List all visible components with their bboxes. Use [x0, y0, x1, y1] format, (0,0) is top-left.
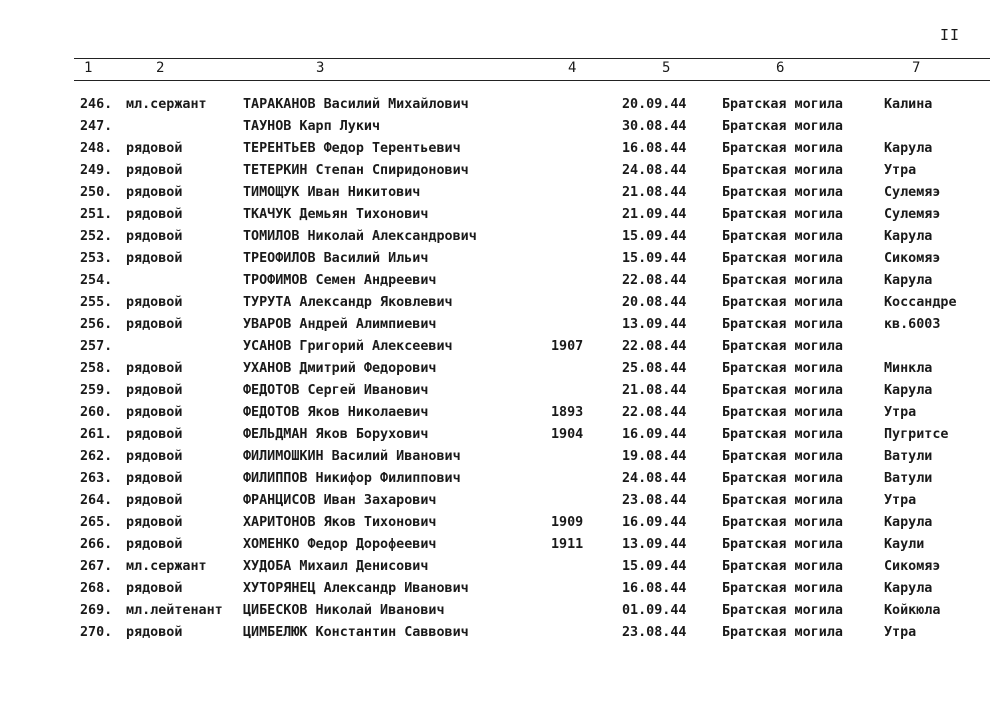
table-row: [0, 471, 1000, 493]
table-row: [0, 515, 1000, 537]
death-date: 22.08.44: [622, 339, 687, 354]
death-date: 21.08.44: [622, 383, 687, 398]
full-name: ХУТОРЯНЕЦ Александр Иванович: [243, 581, 469, 596]
table-row: [0, 625, 1000, 647]
row-number: 258.: [80, 361, 113, 376]
burial-type: Братская могила: [722, 537, 843, 552]
page-number: II: [940, 26, 961, 44]
burial-place: Карула: [884, 273, 933, 288]
birth-year: 1893: [551, 405, 584, 420]
full-name: ФИЛИМОШКИН Василий Иванович: [243, 449, 461, 464]
full-name: ТАУНОВ Карп Лукич: [243, 119, 381, 134]
burial-place: Карула: [884, 229, 933, 244]
death-date: 20.09.44: [622, 97, 687, 112]
burial-type: Братская могила: [722, 361, 843, 376]
death-date: 21.08.44: [622, 185, 687, 200]
row-number: 255.: [80, 295, 113, 310]
military-rank: рядовой: [126, 493, 183, 508]
military-rank: мл.сержант: [126, 559, 207, 574]
full-name: ТЕТЕРКИН Степан Спиридонович: [243, 163, 469, 178]
full-name: ТРОФИМОВ Семен Андреевич: [243, 273, 437, 288]
column-header-1: 1: [84, 60, 93, 76]
full-name: ТКАЧУК Демьян Тихонович: [243, 207, 429, 222]
burial-place: Сикомяэ: [884, 251, 941, 266]
burial-place: Утра: [884, 163, 917, 178]
burial-type: Братская могила: [722, 581, 843, 596]
table-row: [0, 405, 1000, 427]
military-rank: рядовой: [126, 141, 183, 156]
military-rank: рядовой: [126, 449, 183, 464]
table-row: [0, 383, 1000, 405]
burial-place: Карула: [884, 141, 933, 156]
full-name: ТОМИЛОВ Николай Александрович: [243, 229, 477, 244]
row-number: 267.: [80, 559, 113, 574]
table-row: [0, 537, 1000, 559]
burial-type: Братская могила: [722, 229, 843, 244]
full-name: УВАРОВ Андрей Алимпиевич: [243, 317, 437, 332]
full-name: ТАРАКАНОВ Василий Михайлович: [243, 97, 469, 112]
full-name: ХОМЕНКО Федор Дорофеевич: [243, 537, 437, 552]
military-rank: рядовой: [126, 405, 183, 420]
table-row: [0, 581, 1000, 603]
column-header-5: 5: [662, 60, 671, 76]
row-number: 248.: [80, 141, 113, 156]
row-number: 246.: [80, 97, 113, 112]
burial-place: Коссандре: [884, 295, 957, 310]
death-date: 19.08.44: [622, 449, 687, 464]
table-row: [0, 449, 1000, 471]
burial-type: Братская могила: [722, 339, 843, 354]
header-top-rule: [74, 58, 990, 59]
table-row: [0, 141, 1000, 163]
table-row: [0, 559, 1000, 581]
military-rank: рядовой: [126, 361, 183, 376]
full-name: УСАНОВ Григорий Алексеевич: [243, 339, 453, 354]
military-rank: рядовой: [126, 163, 183, 178]
table-row: [0, 427, 1000, 449]
burial-place: Ватули: [884, 471, 933, 486]
row-number: 247.: [80, 119, 113, 134]
full-name: УХАНОВ Дмитрий Федорович: [243, 361, 437, 376]
table-row: [0, 317, 1000, 339]
row-number: 270.: [80, 625, 113, 640]
burial-place: Карула: [884, 383, 933, 398]
table-row: [0, 163, 1000, 185]
full-name: ТЕРЕНТЬЕВ Федор Терентьевич: [243, 141, 461, 156]
death-date: 23.08.44: [622, 625, 687, 640]
military-rank: мл.лейтенант: [126, 603, 223, 618]
table-row: [0, 273, 1000, 295]
death-date: 24.08.44: [622, 163, 687, 178]
military-rank: рядовой: [126, 295, 183, 310]
table-row: [0, 97, 1000, 119]
row-number: 256.: [80, 317, 113, 332]
row-number: 262.: [80, 449, 113, 464]
birth-year: 1909: [551, 515, 584, 530]
burial-place: Пугритсе: [884, 427, 949, 442]
row-number: 260.: [80, 405, 113, 420]
burial-place: Утра: [884, 625, 917, 640]
military-rank: рядовой: [126, 251, 183, 266]
table-row: [0, 361, 1000, 383]
full-name: ЦИМБЕЛЮК Константин Саввович: [243, 625, 469, 640]
burial-type: Братская могила: [722, 317, 843, 332]
row-number: 253.: [80, 251, 113, 266]
death-date: 25.08.44: [622, 361, 687, 376]
full-name: ФИЛИППОВ Никифор Филиппович: [243, 471, 461, 486]
full-name: ТИМОЩУК Иван Никитович: [243, 185, 421, 200]
burial-type: Братская могила: [722, 603, 843, 618]
row-number: 252.: [80, 229, 113, 244]
table-row: [0, 603, 1000, 625]
burial-type: Братская могила: [722, 97, 843, 112]
burial-type: Братская могила: [722, 119, 843, 134]
death-date: 16.09.44: [622, 515, 687, 530]
birth-year: 1907: [551, 339, 584, 354]
header-bottom-rule: [74, 80, 990, 81]
row-number: 268.: [80, 581, 113, 596]
burial-type: Братская могила: [722, 427, 843, 442]
military-rank: рядовой: [126, 317, 183, 332]
burial-place: Утра: [884, 493, 917, 508]
birth-year: 1904: [551, 427, 584, 442]
military-rank: рядовой: [126, 581, 183, 596]
full-name: ЦИБЕСКОВ Николай Иванович: [243, 603, 445, 618]
death-date: 21.09.44: [622, 207, 687, 222]
death-date: 16.08.44: [622, 581, 687, 596]
burial-type: Братская могила: [722, 405, 843, 420]
row-number: 261.: [80, 427, 113, 442]
column-header-2: 2: [156, 60, 165, 76]
row-number: 266.: [80, 537, 113, 552]
death-date: 20.08.44: [622, 295, 687, 310]
burial-type: Братская могила: [722, 207, 843, 222]
burial-place: Утра: [884, 405, 917, 420]
military-rank: рядовой: [126, 229, 183, 244]
table-row: [0, 207, 1000, 229]
burial-type: Братская могила: [722, 185, 843, 200]
military-rank: рядовой: [126, 383, 183, 398]
row-number: 254.: [80, 273, 113, 288]
burial-place: Сикомяэ: [884, 559, 941, 574]
death-date: 16.08.44: [622, 141, 687, 156]
burial-type: Братская могила: [722, 625, 843, 640]
burial-type: Братская могила: [722, 251, 843, 266]
table-row: [0, 251, 1000, 273]
column-header-3: 3: [316, 60, 325, 76]
burial-place: Карула: [884, 515, 933, 530]
row-number: 257.: [80, 339, 113, 354]
military-rank: мл.сержант: [126, 97, 207, 112]
military-rank: рядовой: [126, 207, 183, 222]
full-name: ФЕЛЬДМАН Яков Борухович: [243, 427, 429, 442]
row-number: 259.: [80, 383, 113, 398]
table-row: [0, 295, 1000, 317]
row-number: 264.: [80, 493, 113, 508]
burial-type: Братская могила: [722, 141, 843, 156]
death-date: 16.09.44: [622, 427, 687, 442]
burial-type: Братская могила: [722, 515, 843, 530]
row-number: 250.: [80, 185, 113, 200]
death-date: 30.08.44: [622, 119, 687, 134]
burial-place: Сулемяэ: [884, 185, 941, 200]
burial-place: Сулемяэ: [884, 207, 941, 222]
burial-type: Братская могила: [722, 471, 843, 486]
burial-type: Братская могила: [722, 559, 843, 574]
column-header-6: 6: [776, 60, 785, 76]
table-row: [0, 119, 1000, 141]
death-date: 24.08.44: [622, 471, 687, 486]
table-row: [0, 229, 1000, 251]
burial-type: Братская могила: [722, 449, 843, 464]
table-row: [0, 493, 1000, 515]
burial-place: Ватули: [884, 449, 933, 464]
burial-place: кв.6003: [884, 317, 941, 332]
row-number: 251.: [80, 207, 113, 222]
death-date: 22.08.44: [622, 273, 687, 288]
death-date: 23.08.44: [622, 493, 687, 508]
burial-place: Минкла: [884, 361, 933, 376]
burial-place: Карула: [884, 581, 933, 596]
table-row: [0, 185, 1000, 207]
row-number: 269.: [80, 603, 113, 618]
burial-type: Братская могила: [722, 383, 843, 398]
burial-type: Братская могила: [722, 273, 843, 288]
burial-place: Калина: [884, 97, 933, 112]
death-date: 13.09.44: [622, 317, 687, 332]
death-date: 01.09.44: [622, 603, 687, 618]
column-header-7: 7: [912, 60, 921, 76]
full-name: ФЕДОТОВ Сергей Иванович: [243, 383, 429, 398]
row-number: 265.: [80, 515, 113, 530]
row-number: 249.: [80, 163, 113, 178]
full-name: ФЕДОТОВ Яков Николаевич: [243, 405, 429, 420]
death-date: 15.09.44: [622, 251, 687, 266]
full-name: ТУРУТА Александр Яковлевич: [243, 295, 453, 310]
full-name: ТРЕОФИЛОВ Василий Ильич: [243, 251, 429, 266]
full-name: ФРАНЦИСОВ Иван Захарович: [243, 493, 437, 508]
death-date: 22.08.44: [622, 405, 687, 420]
birth-year: 1911: [551, 537, 584, 552]
column-header-4: 4: [568, 60, 577, 76]
full-name: ХУДОБА Михаил Денисович: [243, 559, 429, 574]
military-rank: рядовой: [126, 185, 183, 200]
military-rank: рядовой: [126, 537, 183, 552]
burial-type: Братская могила: [722, 493, 843, 508]
military-rank: рядовой: [126, 471, 183, 486]
burial-place: Койкюла: [884, 603, 941, 618]
burial-type: Братская могила: [722, 295, 843, 310]
death-date: 15.09.44: [622, 559, 687, 574]
burial-type: Братская могила: [722, 163, 843, 178]
military-rank: рядовой: [126, 427, 183, 442]
row-number: 263.: [80, 471, 113, 486]
military-rank: рядовой: [126, 625, 183, 640]
death-date: 15.09.44: [622, 229, 687, 244]
full-name: ХАРИТОНОВ Яков Тихонович: [243, 515, 437, 530]
table-row: [0, 339, 1000, 361]
death-date: 13.09.44: [622, 537, 687, 552]
burial-place: Каули: [884, 537, 925, 552]
military-rank: рядовой: [126, 515, 183, 530]
